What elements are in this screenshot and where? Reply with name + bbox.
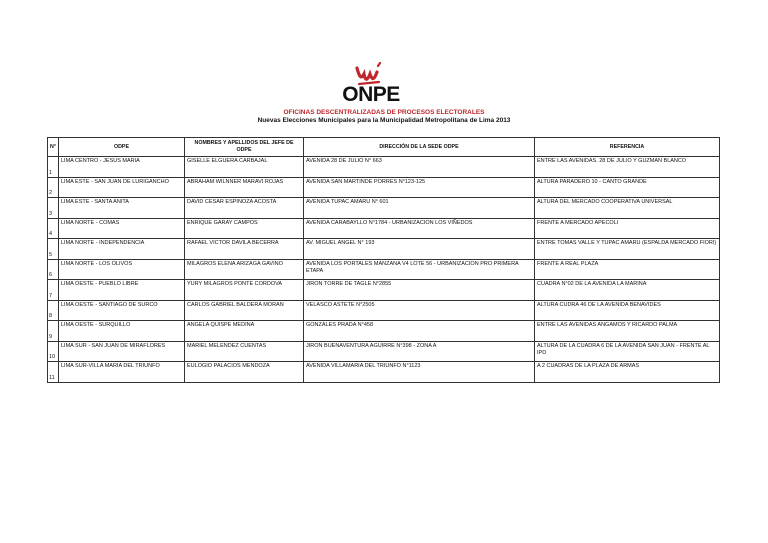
odpe-cell: LIMA SUR-VILLA MARIA DEL TRIUNFO (59, 362, 185, 383)
row-number: 4 (48, 218, 59, 239)
odpe-cell: LIMA OESTE - SANTIAGO DE SURCO (59, 300, 185, 321)
address-cell: AVENIDA LOS PORTALES MANZANA V4 LOTE 56 - URBANIZACION PRO PRIMERA ETAPA (304, 259, 535, 280)
row-number: 1 (48, 157, 59, 178)
address-cell: AVENIDA SAN MARTINDE PORRES N°123-125 (304, 177, 535, 198)
header-number: N° (48, 138, 59, 157)
table-row (48, 300, 720, 321)
row-number: 5 (48, 239, 59, 260)
table-row (48, 321, 720, 342)
row-number: 9 (48, 321, 59, 342)
row-number: 2 (48, 177, 59, 198)
reference-cell: ALTURA CUDRA 46 DE LA AVENIDA BENAVIDES (535, 300, 720, 321)
row-number: 6 (48, 259, 59, 280)
reference-cell: FRENTE A REAL PLAZA (535, 259, 720, 280)
table-row (48, 239, 720, 260)
odpe-cell: LIMA NORTE - INDEPENDENCIA (59, 239, 185, 260)
onpe-logo (337, 62, 405, 108)
chief-name-cell: MILAGROS ELENA ARIZAGA GAVINO (185, 259, 304, 280)
chief-name-cell: ENRIQUE GARAY CAMPOS (185, 218, 304, 239)
reference-cell: ENTRE LAS AVENIDAS. 28 DE JULIO Y GUZMAN BLANCO (535, 157, 720, 178)
page-title: OFICINAS DESCENTRALIZADAS DE PROCESOS ELECTORALES (283, 109, 485, 116)
table-header-row (48, 138, 720, 157)
odpe-cell: LIMA NORTE - COMAS (59, 218, 185, 239)
offices-table (47, 137, 720, 383)
table-row (48, 198, 720, 219)
row-number: 11 (48, 362, 59, 383)
logo-text: ONPE (342, 83, 400, 106)
address-cell: AVENIDA CARABAYLLO N°1784 - URBANIZACION LOS VIÑEDOS (304, 218, 535, 239)
row-number: 7 (48, 280, 59, 301)
address-cell: AV. MIGUEL ANGEL N° 193 (304, 239, 535, 260)
table-row (48, 280, 720, 301)
row-number: 8 (48, 300, 59, 321)
table-row (48, 218, 720, 239)
table-row (48, 362, 720, 383)
reference-cell: A 2 CUADRAS DE LA PLAZA DE ARMAS (535, 362, 720, 383)
header-reference: REFERENCIA (535, 138, 720, 157)
chief-name-cell: ANGELA QUISPE MEDINA (185, 321, 304, 342)
odpe-cell: LIMA ESTE - SAN JUAN DE LURIGANCHO (59, 177, 185, 198)
header-odpe: ODPE (59, 138, 185, 157)
reference-cell: ALTURA PARADERO 10 - CANTO GRANDE (535, 177, 720, 198)
reference-cell: CUADRA N°02 DE LA AVENIDA LA MARINA (535, 280, 720, 301)
chief-name-cell: RAFAEL VICTOR DAVILA BECERRA (185, 239, 304, 260)
row-number: 3 (48, 198, 59, 219)
chief-name-cell: ABRAHAM WILNNER MARAVI ROJAS (185, 177, 304, 198)
address-cell: VELASCO ASTETE N°2505 (304, 300, 535, 321)
reference-cell: ALTURA DEL MERCADO COOPERATIVA UNIVERSAL (535, 198, 720, 219)
reference-cell: ALTURA DE LA CUADRA 6 DE LA AVENIDA SAN JUAN - FRENTE AL IPD (535, 341, 720, 362)
chief-name-cell: DAVID CESAR ESPINOZA ACOSTA (185, 198, 304, 219)
page-subtitle: Nuevas Elecciones Municipales para la Municipalidad Metropolitana de Lima 2013 (257, 117, 511, 124)
chief-name-cell: CARLOS GABRIEL BALDERA MORAN (185, 300, 304, 321)
odpe-cell: LIMA ESTE - SANTA ANITA (59, 198, 185, 219)
header-chief-name: NOMBRES Y APELLIDOS DEL JEFE DE ODPE (185, 138, 304, 157)
chief-name-cell: GISELLE ELGUERA CARBAJAL (185, 157, 304, 178)
odpe-cell: LIMA SUR - SAN JUAN DE MIRAFLORES (59, 341, 185, 362)
chief-name-cell: YURY MILAGROS PONTE CORDOVA (185, 280, 304, 301)
address-cell: AVENIDA TUPAC AMARU N° 601 (304, 198, 535, 219)
table-row (48, 157, 720, 178)
chief-name-cell: EULOGIO PALACIOS MENDOZA (185, 362, 304, 383)
odpe-cell: LIMA NORTE - LOS OLIVOS (59, 259, 185, 280)
address-cell: GONZALES PRADA N°458 (304, 321, 535, 342)
table-row (48, 177, 720, 198)
address-cell: AVENIDA VILLAMARIA DEL TRIUNFO N°1123 (304, 362, 535, 383)
row-number: 10 (48, 341, 59, 362)
address-cell: JIRON BUENAVENTURA AGUIRRE N°398 - ZONA A (304, 341, 535, 362)
address-cell: AVENIDA 28 DE JULIO N° 663 (304, 157, 535, 178)
table-row (48, 341, 720, 362)
odpe-cell: LIMA OESTE - SURQUILLO (59, 321, 185, 342)
header-address: DIRECCIÓN DE LA SEDE ODPE (304, 138, 535, 157)
odpe-cell: LIMA OESTE - PUEBLO LIBRE (59, 280, 185, 301)
table-row (48, 259, 720, 280)
chief-name-cell: MARIEL MELENDEZ CUENTAS (185, 341, 304, 362)
address-cell: JIRON TORRE DE TAGLE N°2855 (304, 280, 535, 301)
odpe-cell: LIMA CENTRO - JESUS MARIA (59, 157, 185, 178)
reference-cell: ENTRE LAS AVENIDAS ANGAMOS Y RICARDO PALMA (535, 321, 720, 342)
reference-cell: FRENTE A MERCADO APECOLI (535, 218, 720, 239)
reference-cell: ENTRE TOMAS VALLE Y TUPAC AMARU (ESPALDA MERCADO FIORI) (535, 239, 720, 260)
